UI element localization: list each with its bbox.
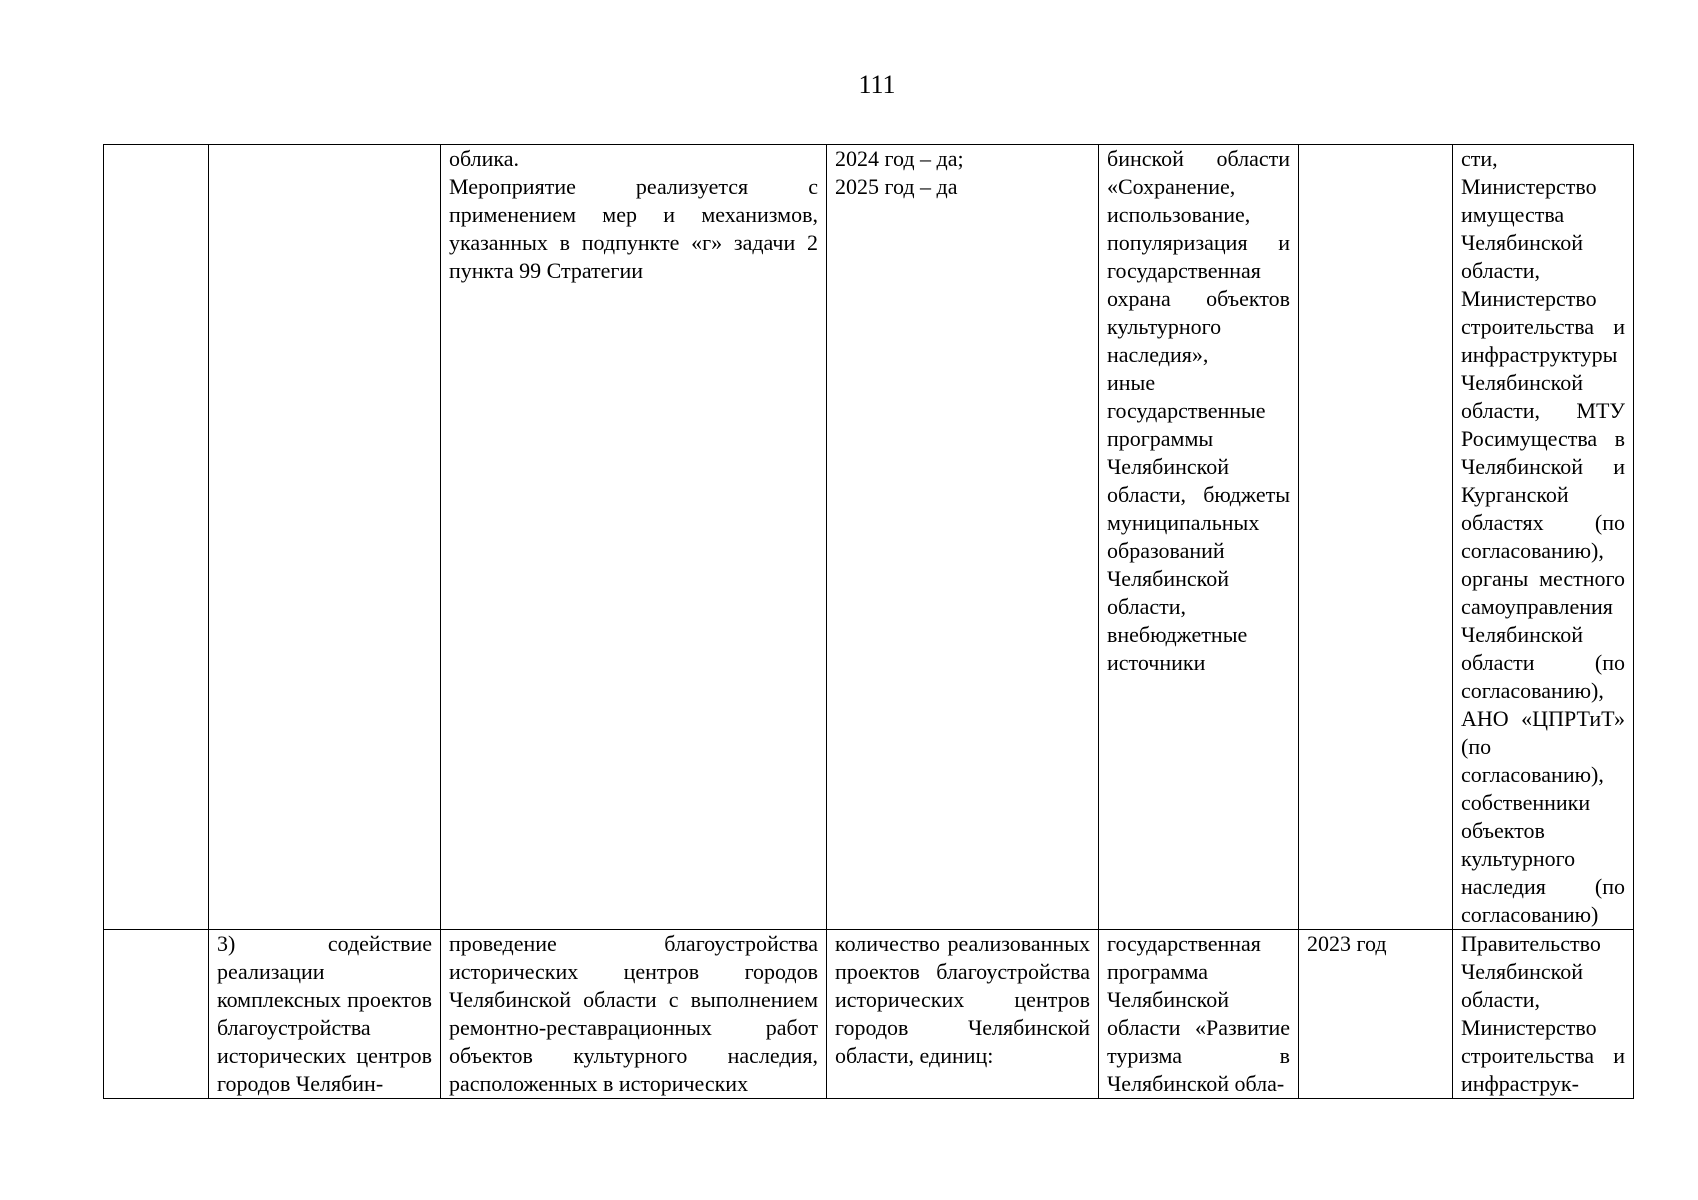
table-row: [104, 930, 1634, 1099]
cell-deadline: [1299, 145, 1453, 930]
cell-measure: облика. Мероприятие реализуется с применением мер и механизмов, указанных в подпункте «г» задачи 2 пункта 99 Стратегии: [441, 145, 827, 930]
cell-responsible: сти, Министерство имущества Челябинской области, Министерство строительства и инфраструктуры Челябинской области, МТУ Росимущества в Челябинской и Курганской областях (по согласованию), органы местного самоуправления Челябинской области (по согласованию), АНО «ЦПРТиТ» (по согласованию), собственники объектов культурного наследия (по согласованию): [1453, 145, 1634, 930]
cell-indicator: 2024 год – да; 2025 год – да: [827, 145, 1099, 930]
cell-indicator: количество реализованных проектов благоустройства исторических центров городов Челябинской области, единиц:: [827, 930, 1099, 1099]
cell-responsible: Правительство Челябинской области, Министерство строительства и инфраструк-: [1453, 930, 1634, 1099]
cell-task: 3) содействие реализации комплексных проектов благоустройства исторических центров городов Челябин-: [209, 930, 441, 1099]
page-number: 111: [858, 70, 896, 99]
cell-funding: государственная программа Челябинской области «Развитие туризма в Челябинской обла-: [1099, 930, 1299, 1099]
cell-number: [104, 930, 209, 1099]
cell-funding: бинской области «Сохранение, использование, популяризация и государственная охрана объектов культурного наследия», иные государственные программы Челябинской области, бюджеты муниципальных образований Челябинской области, внебюджетные источники: [1099, 145, 1299, 930]
cell-measure: проведение благоустройства исторических центров городов Челябинской области с выполнением ремонтно-реставрационных работ объектов культурного наследия, расположенных в исторических: [441, 930, 827, 1099]
cell-task: [209, 145, 441, 930]
table-row: [104, 145, 1634, 930]
measures-table: [103, 144, 1634, 1099]
cell-deadline: 2023 год: [1299, 930, 1453, 1099]
cell-number: [104, 145, 209, 930]
